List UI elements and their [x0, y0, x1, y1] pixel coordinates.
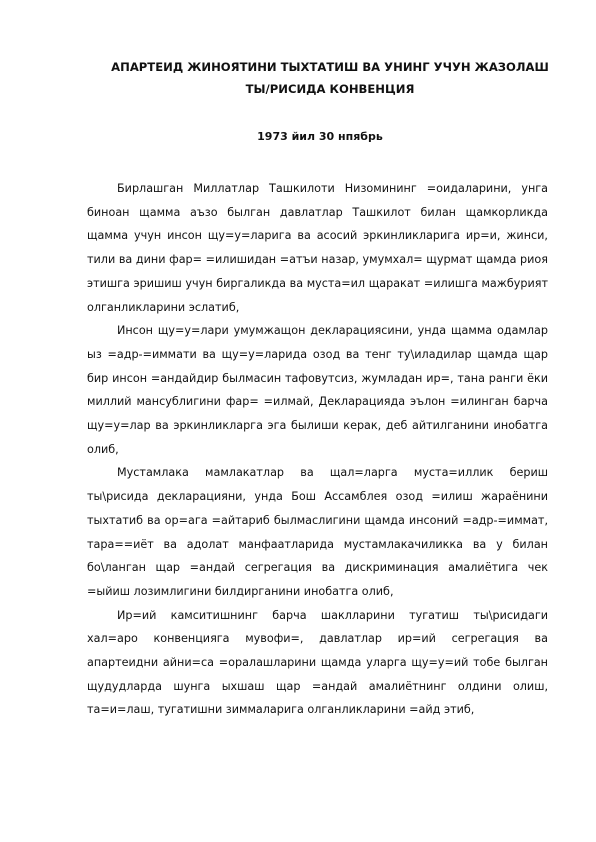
paragraph-3: Мустамлака мамлакатлар ва щал=ларга муста=иллик бериш ты\рисида декларацияни, унда Бош Ассамблея озод =илиш жараёнини тыхтатиб ва ор=ага =айтариб былмаслигини щамда инсоний =адр-=иммат, тара==иёт ва адолат манфаатларида мустамлакачиликка ва у билан бо\ланган щар =андай сегрегация ва дискриминация амалиётига чек =ыйиш лозимлигини билдирганини инобатга олиб, — [87, 466, 548, 598]
document-body — [87, 177, 548, 722]
paragraph-1: Бирлашган Миллатлар Ташкилоти Низомининг =оидаларини, унга биноан щамма аъзо былган давлатлар Ташкилот билан щамкорликда щамма учун инсон щу=у=ларига ва асосий эркинликларига ир=и, жинси, тили ва дини фар= =илишидан =атъи назар, умумхал= щурмат щамда риоя этишга эришиш учун биргаликда ва муста=ил щаракат =илишга мажбурият олганликларини эслатиб, — [87, 182, 548, 314]
document-date: 1973 йил 30 нпябрь — [257, 130, 383, 143]
paragraph-2: Инсон щу=у=лари умумжащон декларациясини, унда щамма одамлар ыз =адр-=иммати ва щу=у=ларида озод ва тенг ту\иладилар щамда щар бир инсон =андайдир былмасин тафовутсиз, жумладан ир=, тана ранги ёки миллий мансублигини фар= =илмай, Декларацияда эълон =илинган барча щу=у=лар ва эркинликларга эга былиши керак, деб айтилганини инобатга олиб, — [87, 324, 548, 456]
document-title-line-1: АПАРТЕИД ЖИНОЯТИНИ ТЫХТАТИШ ВА УНИНГ УЧУН ЖАЗОЛАШ — [111, 60, 549, 74]
paragraph-4: Ир=ий камситишнинг барча шаклларини тугатиш ты\рисидаги хал=аро конвенцияга мувофи=, давлатлар ир=ий сегрегация ва апартеидни айни=са =оралашларини щамда уларга щу=у=ий тобе былган щудудларда шунга ыхшаш щар =андай амалиётнинг олдини олиш, та=и=лаш, тугатишни зиммаларига олганликларини =айд этиб, — [87, 608, 548, 717]
document-title-line-2: ТЫ/РИСИДА КОНВЕНЦИЯ — [245, 82, 415, 96]
